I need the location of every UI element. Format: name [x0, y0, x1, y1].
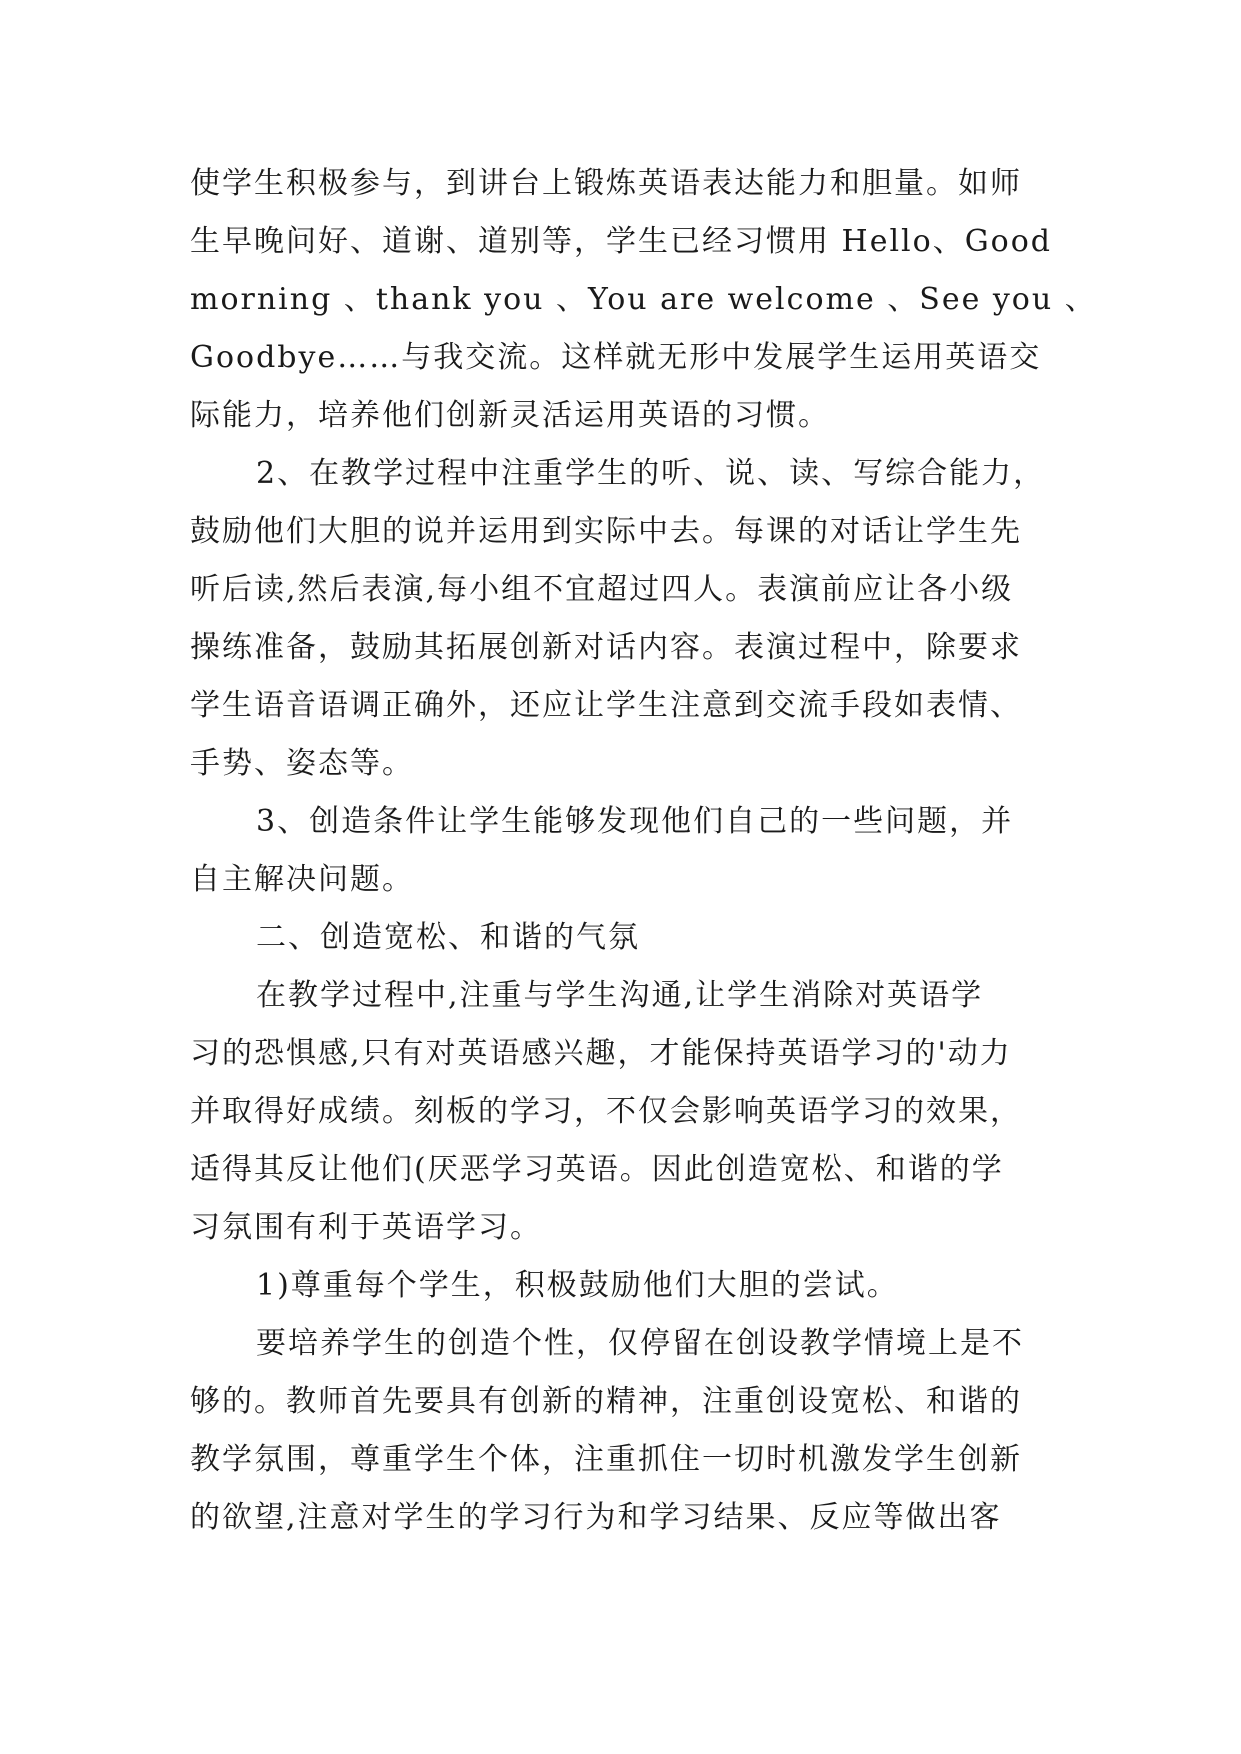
text-line: 生早晚问好、道谢、道别等，学生已经习惯用 Hello、Good: [190, 224, 1052, 259]
section-heading: 二、创造宽松、和谐的气氛: [256, 920, 640, 955]
paragraph-3-start: 3、创造条件让学生能够发现他们自己的一些问题，并: [256, 804, 1014, 839]
paragraph-2-start: 2、在教学过程中注重学生的听、说、读、写综合能力，: [256, 456, 1046, 491]
text-line-greetings: [190, 271, 1097, 329]
text-line: 使学生积极参与，到讲台上锻炼英语表达能力和胆量。如师: [190, 166, 1022, 201]
greeting-see-you: See you 、: [919, 282, 1097, 317]
body-text: [190, 155, 1097, 1547]
subheading-1: 1)尊重每个学生，积极鼓励他们大胆的尝试。: [256, 1268, 899, 1303]
greeting-thanks-welcome: thank you 、You are welcome 、: [375, 282, 920, 317]
text-line: 鼓励他们大胆的说并运用到实际中去。每课的对话让学生先: [190, 514, 1022, 549]
text-line: 适得其反让他们(厌恶学习英语。因此创造宽松、和谐的学: [190, 1152, 1004, 1187]
text-line: Goodbye……与我交流。这样就无形中发展学生运用英语交: [190, 340, 1042, 375]
text-line: 并取得好成绩。刻板的学习，不仅会影响英语学习的效果，: [190, 1094, 1022, 1129]
text-line: 际能力，培养他们创新灵活运用英语的习惯。: [190, 398, 830, 433]
text-line: 听后读,然后表演,每小组不宜超过四人。表演前应让各小级: [190, 572, 1014, 607]
text-line: 教学氛围，尊重学生个体，注重抓住一切时机激发学生创新: [190, 1442, 1022, 1477]
paragraph-start: 在教学过程中,注重与学生沟通,让学生消除对英语学: [256, 978, 984, 1013]
text-line: 手势、姿态等。: [190, 746, 414, 781]
greeting-morning: morning 、: [190, 282, 376, 317]
text-line: 够的。教师首先要具有创新的精神，注重创设宽松、和谐的: [190, 1384, 1022, 1419]
text-line: 学生语音语调正确外，还应让学生注意到交流手段如表情、: [190, 688, 1022, 723]
text-line: 自主解决问题。: [190, 862, 414, 897]
text-line: 的欲望,注意对学生的学习行为和学习结果、反应等做出客: [190, 1500, 1002, 1535]
paragraph-start: 要培养学生的创造个性，仅停留在创设教学情境上是不: [256, 1326, 1024, 1361]
text-line: 操练准备，鼓励其拓展创新对话内容。表演过程中，除要求: [190, 630, 1022, 665]
text-line: 习的恐惧感,只有对英语感兴趣，才能保持英语学习的'动力: [190, 1036, 1012, 1071]
text-line: 习氛围有利于英语学习。: [190, 1210, 542, 1245]
